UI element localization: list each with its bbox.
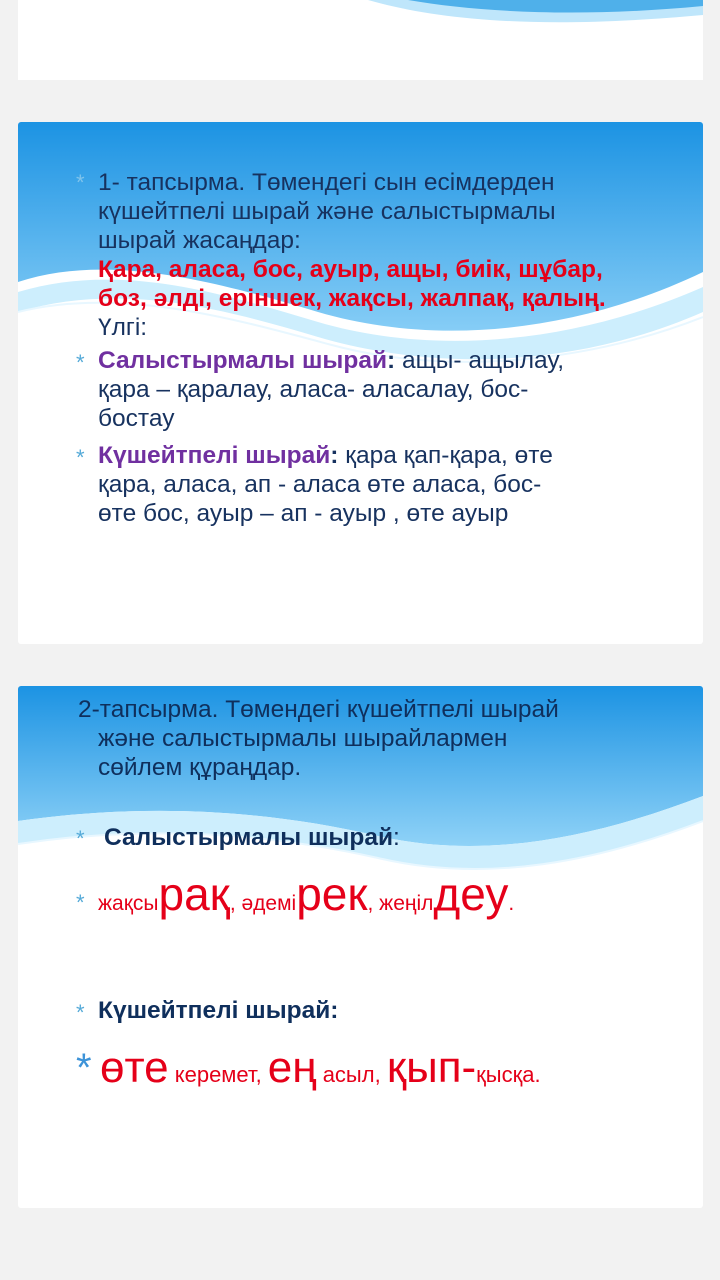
intensive-label: Күшейтпелі шырай (98, 442, 331, 469)
example-word-small: асыл, (316, 1062, 387, 1087)
intensive-example-sentence (100, 1040, 541, 1103)
comparative-label: Салыстырмалы шырай (98, 347, 388, 374)
slide-top-remnant (18, 0, 703, 80)
comparative-line-2: қара – қаралау, аласа- аласалау, бос- (98, 376, 529, 403)
comparative-heading (104, 823, 400, 852)
intensive-colon: : (330, 442, 339, 469)
slide-1-content (18, 122, 703, 644)
slide-task-2 (18, 686, 703, 1208)
comparative-example-1: ащы- ащылау, (395, 347, 564, 374)
slide-task-1 (18, 122, 703, 644)
sample-label: Үлгі: (98, 314, 148, 341)
example-suffix-large: қып- (386, 1043, 477, 1092)
bullet-icon: * (76, 826, 85, 851)
bullet-icon: * (76, 1046, 92, 1090)
intensive-line-3: өте бос, ауыр – ап - ауыр , өте ауыр (98, 500, 509, 527)
example-word-small: керемет, (168, 1062, 268, 1087)
wave-decoration (18, 0, 703, 80)
example-suffix-large: рақ (158, 868, 230, 920)
comparative-line-3: бостау (98, 405, 175, 432)
comparative-heading-label: Салыстырмалы шырай (104, 824, 394, 851)
example-suffix-large: өте (100, 1043, 169, 1092)
example-suffix-large: ең (267, 1043, 317, 1092)
bullet-icon: * (76, 890, 85, 915)
example-word-small: қысқа. (476, 1062, 541, 1087)
example-word-small: жақсы (98, 892, 159, 915)
example-word-small: , жеңіл (367, 892, 434, 915)
task-2-line-1: 2-тапсырма. Төмендегі күшейтпелі шырай (78, 696, 559, 723)
task-2-line-3: сөйлем құраңдар. (98, 754, 302, 781)
bullet-icon: * (76, 170, 85, 195)
intensive-line-1 (98, 441, 553, 470)
example-word-small: , әдемі (229, 892, 297, 915)
comparative-line-1 (98, 346, 564, 375)
adjective-list-line-1: Қара, аласа, бос, ауыр, ащы, биік, шұбар, (98, 256, 603, 283)
intensive-example-1: қара қап-қара, өте (338, 442, 553, 469)
comparative-colon: : (387, 347, 396, 374)
comparative-heading-colon: : (393, 824, 400, 851)
intensive-heading: Күшейтпелі шырай: (98, 997, 339, 1024)
task-1-line-2: күшейтпелі шырай және салыстырмалы (98, 198, 556, 225)
intensive-line-2: қара, аласа, ап - аласа өте аласа, бос- (98, 471, 542, 498)
task-2-line-2: және салыстырмалы шырайлармен (98, 725, 508, 752)
bullet-icon: * (76, 1000, 85, 1025)
example-suffix-large: рек (296, 868, 368, 920)
task-1-line-3: шырай жасаңдар: (98, 227, 301, 254)
example-word-small: . (508, 892, 515, 915)
bullet-icon: * (76, 350, 85, 375)
example-suffix-large: деу (433, 868, 509, 920)
slide-2-content (18, 686, 703, 1208)
comparative-example-sentence (98, 866, 514, 932)
bullet-icon: * (76, 445, 85, 470)
task-1-line-1: 1- тапсырма. Төмендегі сын есімдерден (98, 169, 555, 196)
adjective-list-line-2: боз, әлді, еріншек, жақсы, жалпақ, қалың. (98, 285, 606, 312)
